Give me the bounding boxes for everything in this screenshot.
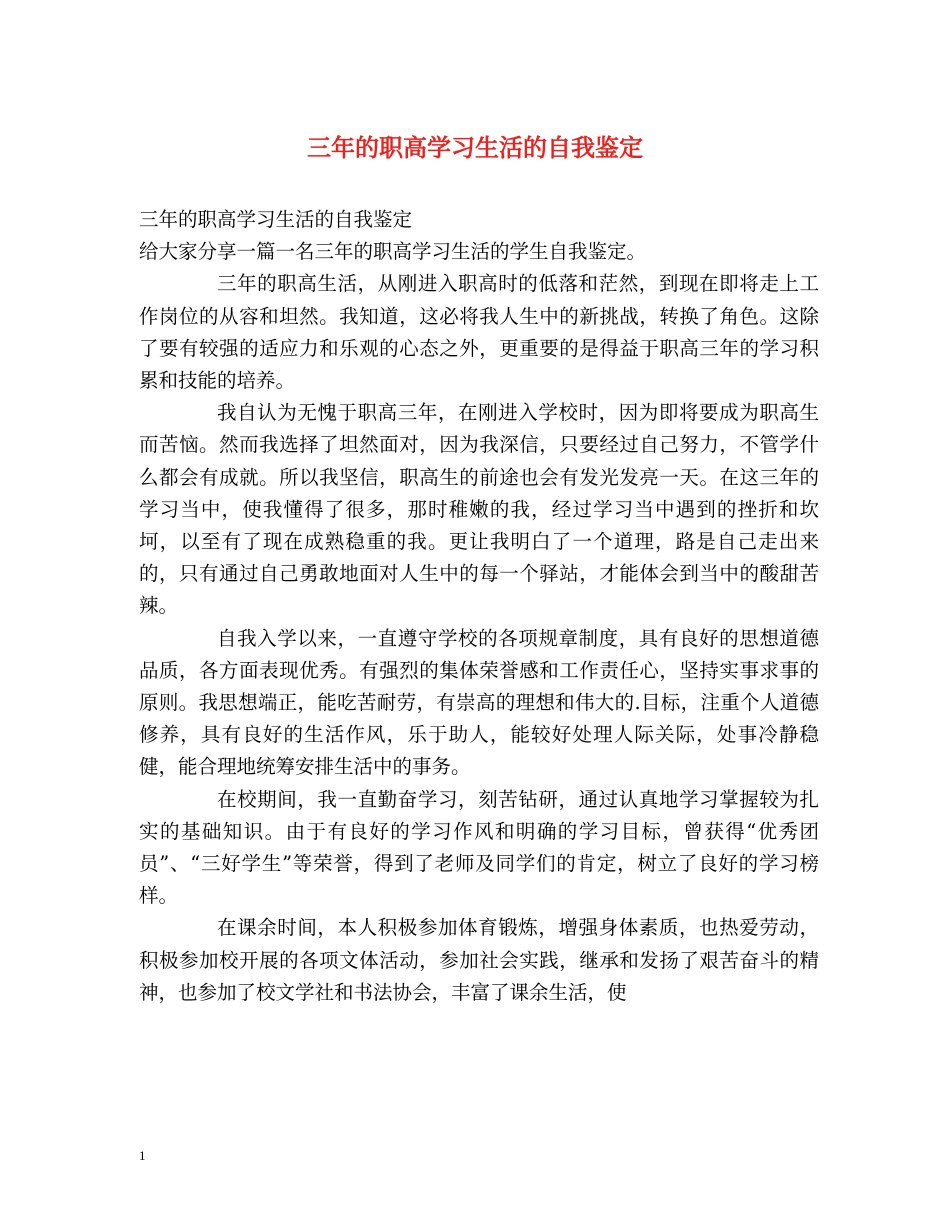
- document-subtitle: 三年的职高学习生活的自我鉴定: [139, 208, 413, 231]
- paragraph-4: 在校期间，我一直勤奋学习，刻苦钻研，通过认真地学习掌握较为扎实的基础知识。由于有良好的学习作风和明确的学习目标，曾获得“优秀团员”、“三好学生”等荣誉，得到了老师及同学们的肯定，树立了良好的学习榜样。: [139, 787, 819, 908]
- paragraph-3: 自我入学以来，一直遵守学校的各项规章制度，具有良好的思想道德品质，各方面表现优秀。有强烈的集体荣誉感和工作责任心，坚持实事求事的原则。我思想端正，能吃苦耐劳，有崇高的理想和伟大的.目标，注重个人道德修养，具有良好的生活作风，乐于助人，能较好处理人际关际，处事冷静稳健，能合理地统筹安排生活中的事务。: [139, 626, 819, 779]
- paragraph-5: 在课余时间，本人积极参加体育锻炼，增强身体素质，也热爱劳动，积极参加校开展的各项文体活动，参加社会实践，继承和发扬了艰苦奋斗的精神，也参加了校文学社和书法协会，丰富了课余生活，使: [139, 916, 819, 1004]
- document-body: [139, 204, 819, 1009]
- paragraph-1: 三年的职高生活，从刚进入职高时的低落和茫然，到现在即将走上工作岗位的从容和坦然。我知道，这必将我人生中的新挑战，转换了角色。这除了要有较强的适应力和乐观的心态之外，更重要的是得益于职高三年的学习积累和技能的培养。: [139, 272, 819, 393]
- page-number: 1: [139, 1148, 146, 1163]
- paragraph-2: 我自认为无愧于职高三年，在刚进入学校时，因为即将要成为职高生而苦恼。然而我选择了坦然面对，因为我深信，只要经过自己努力，不管学什么都会有成就。所以我坚信，职高生的前途也会有发光发亮一天。在这三年的学习当中，使我懂得了很多，那时稚嫩的我，经过学习当中遇到的挫折和坎坷，以至有了现在成熟稳重的我。更让我明白了一个道理，路是自己走出来的，只有通过自己勇敢地面对人生中的每一个驿站，才能体会到当中的酸甜苦辣。: [139, 401, 819, 618]
- document-intro: 给大家分享一篇一名三年的职高学习生活的学生自我鉴定。: [139, 240, 647, 264]
- document-title: 三年的职高学习生活的自我鉴定: [307, 134, 643, 162]
